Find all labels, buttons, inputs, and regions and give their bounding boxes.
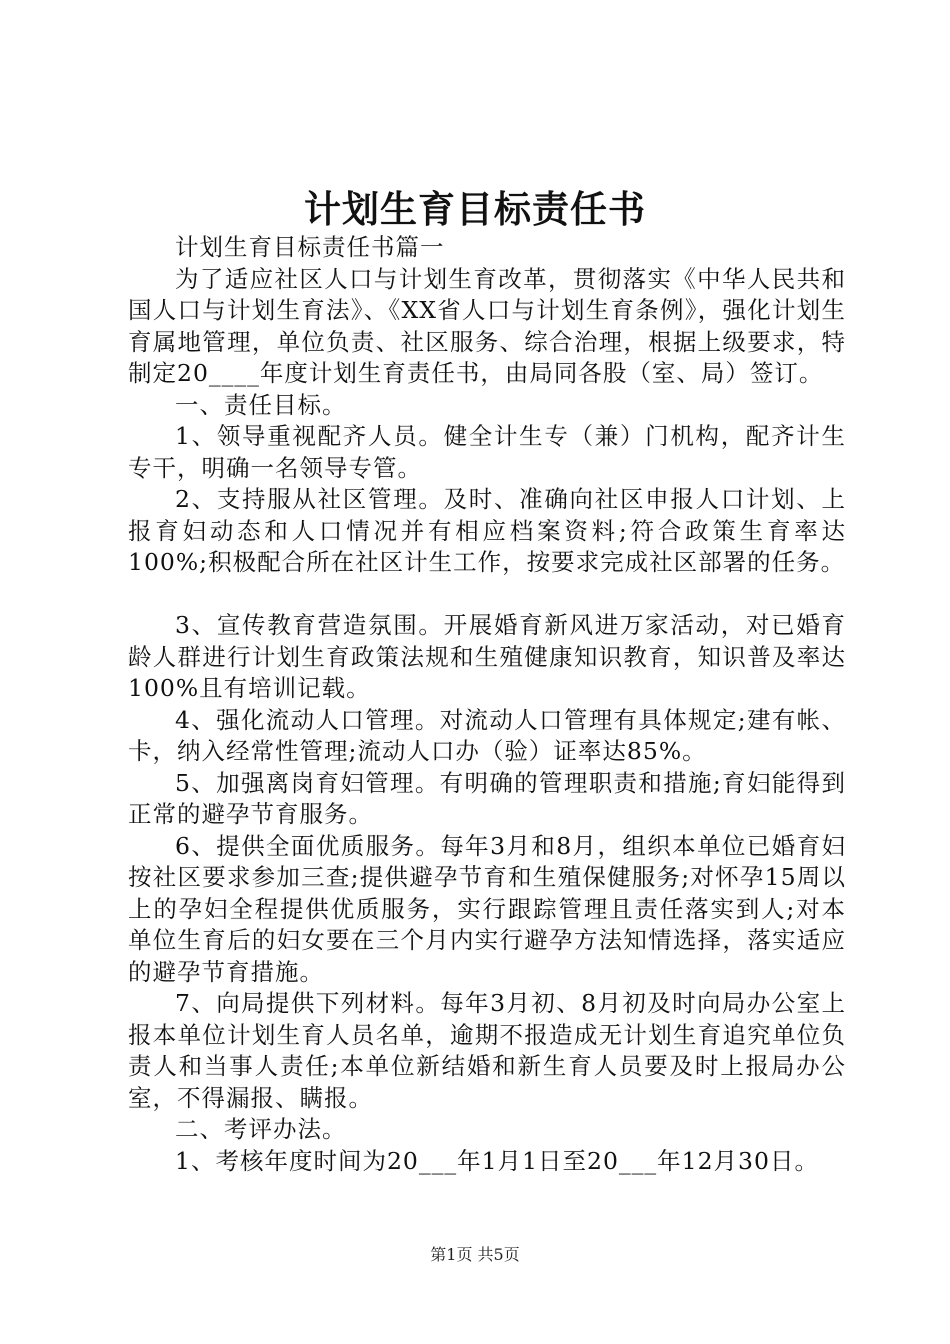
document-body bbox=[128, 232, 846, 1177]
document-title: 计划生育目标责任书 bbox=[304, 187, 646, 231]
list-item: 2、支持服从社区管理。及时、准确向社区申报人口计划、上报育妇动态和人口情况并有相应档案资料;符合政策生育率达100%;积极配合所在社区计生工作，按要求完成社区部署的任务。 bbox=[128, 485, 846, 576]
list-item: 6、提供全面优质服务。每年3月和8月，组织本单位已婚育妇按社区要求参加三查;提供避孕节育和生殖保健服务;对怀孕15周以上的孕妇全程提供优质服务，实行跟踪管理且责任落实到人;对本单位生育后的妇女要在三个月内实行避孕方法知情选择，落实适应的避孕节育措施。 bbox=[128, 831, 846, 986]
list-item: 1、考核年度时间为20___年1月1日至20___年12月30日。 bbox=[175, 1146, 819, 1175]
list-item: 1、领导重视配齐人员。健全计生专（兼）门机构，配齐计生专干，明确一名领导专管。 bbox=[128, 422, 846, 482]
section-heading: 一、责任目标。 bbox=[175, 390, 347, 419]
intro-paragraph: 为了适应社区人口与计划生育改革，贯彻落实《中华人民共和国人口与计划生育法》、《XX省人口与计划生育条例》，强化计划生育属地管理，单位负责、社区服务、综合治理，根据上级要求，特制定20____年度计划生育责任书，由局同各股（室、局）签订。 bbox=[128, 264, 846, 387]
section-heading: 计划生育目标责任书篇一 bbox=[175, 233, 445, 261]
list-item: 5、加强离岗育妇管理。有明确的管理职责和措施;育妇能得到正常的避孕节育服务。 bbox=[128, 768, 846, 828]
page-footer: 第1页 共5页 bbox=[430, 1245, 520, 1264]
list-item: 3、宣传教育营造氛围。开展婚育新风进万家活动，对已婚育龄人群进行计划生育政策法规和生殖健康知识教育，知识普及率达100%且有培训记载。 bbox=[128, 611, 846, 702]
section-heading: 二、考评办法。 bbox=[175, 1115, 347, 1143]
list-item: 7、向局提供下列材料。每年3月初、8月初及时向局办公室上报本单位计划生育人员名单，逾期不报造成无计划生育追究单位负责人和当事人责任;本单位新结婚和新生育人员要及时上报局办公室，不得漏报、瞒报。 bbox=[128, 989, 846, 1112]
list-item: 4、强化流动人口管理。对流动人口管理有具体规定;建有帐、卡，纳入经常性管理;流动人口办（验）证率达85%。 bbox=[128, 705, 846, 765]
